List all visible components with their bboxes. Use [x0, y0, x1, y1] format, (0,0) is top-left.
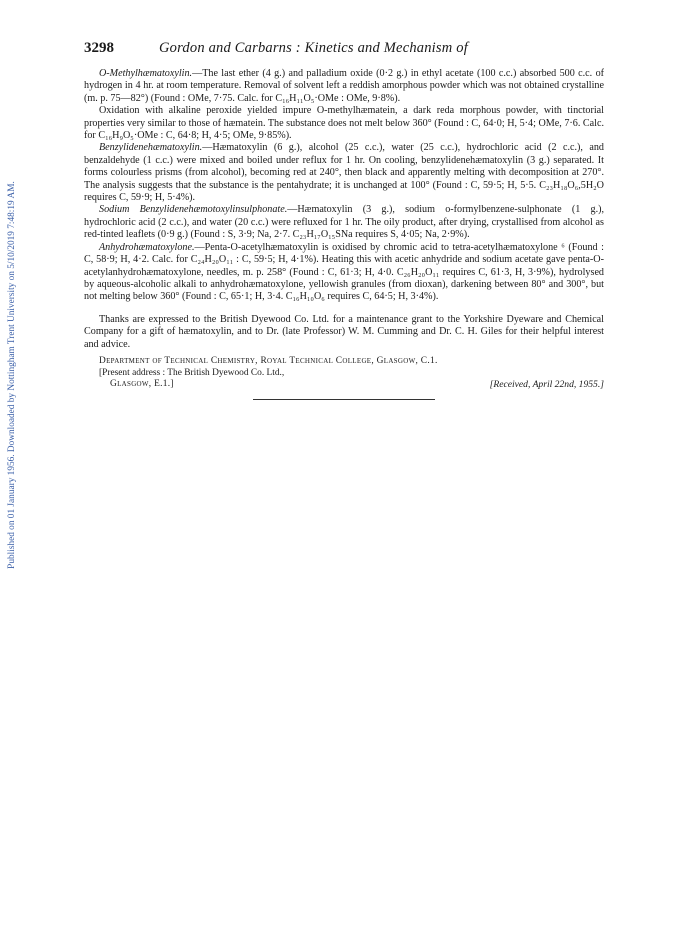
page-number: 3298	[84, 40, 114, 56]
paragraph-text: Thanks are expressed to the British Dyewood Co. Ltd. for a maintenance grant to the Yorkshire Dyeware and Chemical Company for a gift of hæmatoxylin, and to Dr. (late Professor) W. M. Cumming and Dr. C. H. Giles for their helpful interest and advice.	[84, 313, 604, 350]
article-body	[84, 68, 604, 351]
page-header	[84, 40, 604, 60]
paragraph-o-methylhaematoxylin	[84, 68, 604, 105]
journal-page	[84, 40, 604, 400]
author-address	[84, 356, 604, 391]
paragraph-oxidation	[84, 105, 604, 142]
paragraph-heading: Benzylidenehæmatoxylin.	[99, 142, 203, 154]
paragraph-benzylidenehaematoxylin	[84, 142, 604, 204]
paragraph-heading: Anhydrohæmatoxylone.	[99, 241, 195, 253]
address-line: Department of Technical Chemistry, Royal Technical College, Glasgow, C.1.	[99, 355, 438, 366]
end-rule	[253, 399, 435, 400]
paragraph-anhydrohaematoxylone	[84, 242, 604, 304]
address-line: [Present address : The British Dyewood Co. Ltd.,	[99, 367, 285, 378]
paragraph-text: —The last ether (4 g.) and palladium oxide (0·2 g.) in ethyl acetate (100 c.c.) absorbed 500 c.c. of hydrogen in 4 hr. at room temperature. Removal of solvent left a reddish amorphous powder which was not obtained crystalline (m. p. 75—82°) (Found : OMe, 7·75. Calc. for C₁₆H₁₁O₅·OMe : OMe, 9·8%).	[84, 68, 604, 104]
download-watermark-text: Published on 01 January 1956. Downloaded by Nottingham Trent University on 5/10/2019 7:48:19 AM.	[7, 181, 17, 569]
paragraph-text: —Hæmatoxylin (6 g.), alcohol (25 c.c.), water (25 c.c.), hydrochloric acid (2 c.c.), and benzaldehyde (1 c.c.) were mixed and boiled under reflux for 1 hr. On cooling, benzylidenehæmatoxylin (3 g.) separated. It forms colourless prisms (from alcohol), becoming red at 240°, then black and apparently melting with decomposition at 270°. The analysis suggests that the substance is the pentahydrate; it is unchanged at 100° (Found : C, 59·5; H, 5·5. C₂₃H₁₈O₆,5H₂O requires C, 59·9; H, 5·4%).	[84, 142, 604, 204]
paragraph-sodium-sulphonate	[84, 204, 604, 241]
paragraph-text: —Penta-O-acetylhæmatoxylin is oxidised by chromic acid to tetra-acetylhæmatoxylone ⁶ (Found : C, 58·9; H, 4·2. Calc. for C₂₄H₂₀O₁₁ : C, 59·5; H, 4·1%). Heating this with acetic anhydride and sodium acetate gave penta-O-acetylanhydrohæmatoxylone, needles, m. p. 258° (Found : C, 61·3; H, 4·0. C₂₆H₂₀O₁₁ requires C, 61·3, H, 3·9%), hydrolysed by aqueous-alcoholic alkali to anhydrohæmatoxylone, yellowish granules (from dioxan), darkening between 80° and 300°, but not melting below 360° (Found : C, 65·1; H, 3·4. C₁₆H₁₀O₆ requires C, 64·5; H, 3·4%).	[84, 241, 604, 303]
paragraph-heading: O-Methylhæmatoxylin.	[99, 68, 193, 79]
received-date: [Received, April 22nd, 1955.]	[489, 379, 604, 391]
running-title: Gordon and Carbarns : Kinetics and Mechanism of	[159, 40, 468, 56]
acknowledgements	[84, 314, 604, 351]
address-line: Glasgow, E.1.]	[110, 379, 174, 390]
paragraph-text: —Hæmatoxylin (3 g.), sodium o-formylbenzene-sulphonate (1 g.), hydrochloric acid (2 c.c.), and water (20 c.c.) were refluxed for 1 hr. The oily product, after drying, crystallised from alcohol as red-tinted leaflets (0·9 g.) (Found : S, 3·9; Na, 2·7. C₂₃H₁₇O₁₅SNa requires S, 4·05; Na, 2·9%).	[84, 204, 605, 241]
paragraph-heading: Sodium Benzylidenehæmotoxylinsulphonate.	[99, 204, 288, 216]
download-watermark	[0, 140, 24, 610]
paragraph-text: Oxidation with alkaline peroxide yielded impure O-methylhæmatein, a dark reda morphous powder, with tinctorial properties very similar to those of hæmatein. The substance does not melt below 360° (Found : C, 64·0; H, 5·4; OMe, 7·6. Calc. for C₁₆H₉O₅·OMe : C, 64·8; H, 4·5; OMe, 9·85%).	[84, 105, 604, 142]
